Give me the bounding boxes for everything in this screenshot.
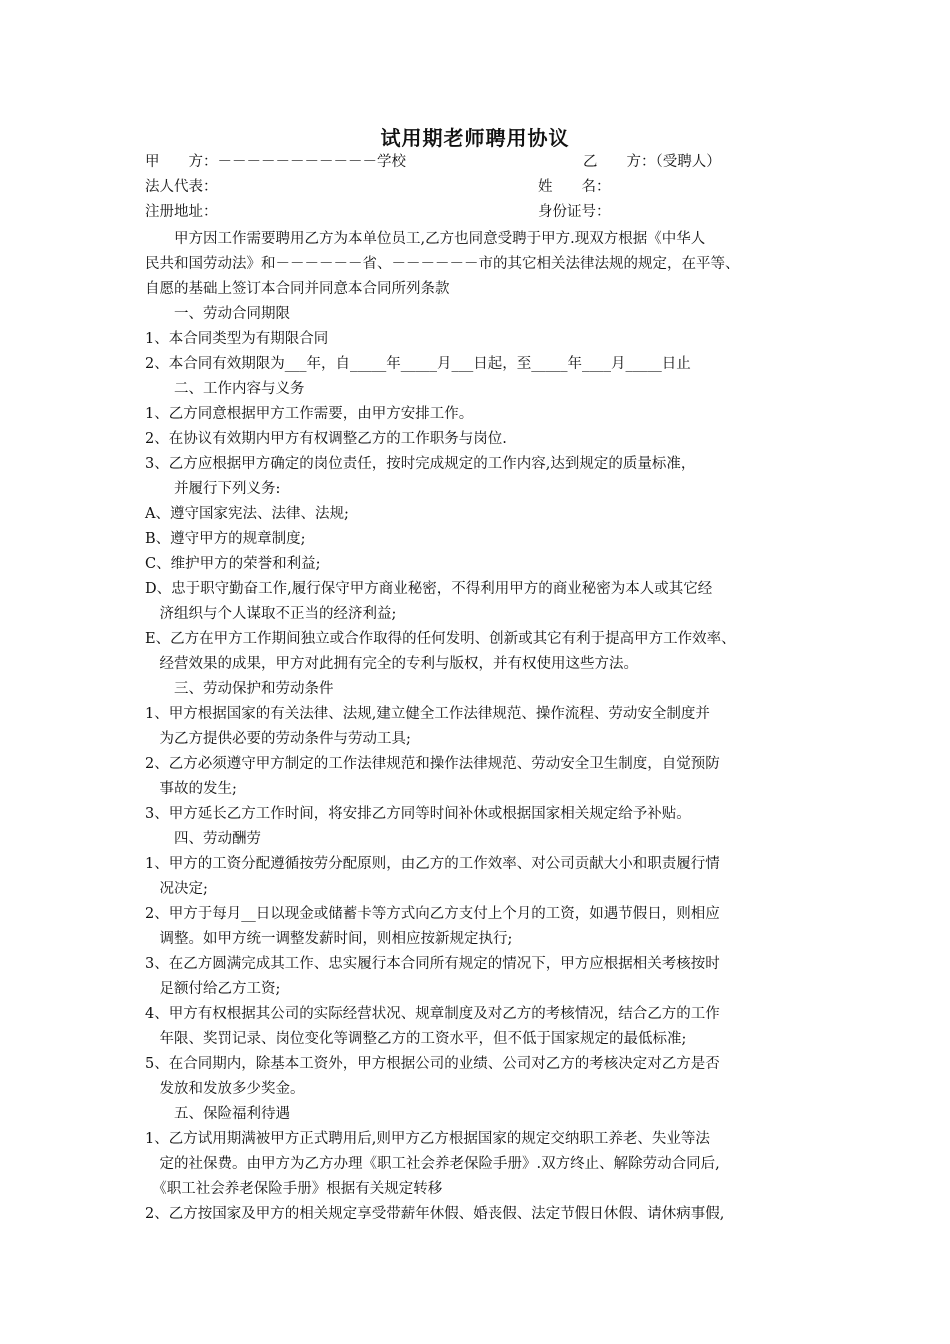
- body-line: 5、在合同期内，除基本工资外，甲方根据公司的业绩、公司对乙方的考核决定对乙方是否: [145, 1056, 720, 1072]
- body-line: 民共和国劳动法》和－－－－－－省、－－－－－－市的其它相关法律法规的规定，在平等、: [145, 256, 740, 272]
- body-line: 4、甲方有权根据其公司的实际经营状况、规章制度及对乙方的考核情况，结合乙方的工作: [145, 1006, 720, 1022]
- body-line: 四、劳动酬劳: [145, 831, 261, 847]
- body-line: 2、甲方于每月__日以现金或储蓄卡等方式向乙方支付上个月的工资，如遇节假日，则相应: [145, 906, 720, 922]
- body-line: 1、乙方试用期满被甲方正式聘用后,则甲方乙方根据国家的规定交纳职工养老、失业等法: [145, 1131, 710, 1147]
- body-line: E、乙方在甲方工作期间独立或合作取得的任何发明、创新或其它有利于提高甲方工作效率、: [145, 631, 736, 647]
- body-line: 1、乙方同意根据甲方工作需要，由甲方安排工作。: [145, 406, 474, 422]
- document-title: 试用期老师聘用协议: [380, 126, 570, 150]
- body-line: 一、劳动合同期限: [145, 306, 290, 322]
- body-line: 济组织与个人谋取不正当的经济利益;: [145, 606, 397, 622]
- body-line: 1、本合同类型为有期限合同: [145, 331, 329, 347]
- body-line: 况决定;: [145, 881, 208, 897]
- party-b-name: 姓 名：: [538, 179, 611, 195]
- body-line: 定的社保费。由甲方为乙方办理《职工社会养老保险手册》.双方终止、解除劳动合同后,: [145, 1156, 720, 1172]
- body-line: 为乙方提供必要的劳动条件与劳动工具;: [145, 731, 411, 747]
- party-a-address: 注册地址：: [145, 204, 218, 220]
- body-line: 调整。如甲方统一调整发薪时间，则相应按新规定执行;: [145, 931, 513, 947]
- body-line: 发放和发放多少奖金。: [145, 1081, 305, 1097]
- body-line: 甲方因工作需要聘用乙方为本单位员工,乙方也同意受聘于甲方.现双方根据《中华人: [145, 231, 706, 247]
- body-line: 2、乙方按国家及甲方的相关规定享受带薪年休假、婚丧假、法定节假日休假、请休病事假,: [145, 1206, 725, 1222]
- body-line: 自愿的基础上签订本合同并同意本合同所列条款: [145, 281, 450, 297]
- body-line: 1、甲方根据国家的有关法律、法规,建立健全工作法律规范、操作流程、劳动安全制度并: [145, 706, 710, 722]
- body-line: A、遵守国家宪法、法律、法规;: [145, 506, 349, 522]
- party-b-id-number: 身份证号：: [538, 204, 611, 220]
- body-line: 1、甲方的工资分配遵循按劳分配原则，由乙方的工作效率、对公司贡献大小和职责履行情: [145, 856, 720, 872]
- party-b-role: 乙 方：（受聘人）: [583, 154, 721, 170]
- body-line: 2、乙方必须遵守甲方制定的工作法律规范和操作法律规范、劳动安全卫生制度，自觉预防: [145, 756, 720, 772]
- body-line: 并履行下列义务:: [145, 481, 281, 497]
- body-line: 《职工社会养老保险手册》根据有关规定转移: [145, 1181, 443, 1197]
- body-line: 3、甲方延长乙方工作时间，将安排乙方同等时间补休或根据国家相关规定给予补贴。: [145, 806, 691, 822]
- body-line: 三、劳动保护和劳动条件: [145, 681, 334, 697]
- party-a-legal-rep: 法人代表：: [145, 179, 218, 195]
- body-line: 五、保险福利待遇: [145, 1106, 290, 1122]
- body-line: B、遵守甲方的规章制度;: [145, 531, 306, 547]
- body-line: 3、在乙方圆满完成其工作、忠实履行本合同所有规定的情况下，甲方应根据相关考核按时: [145, 956, 720, 972]
- body-line: 2、本合同有效期限为___年，自_____年_____月___日起，至_____年____月_____日止: [145, 356, 691, 372]
- body-line: 2、在协议有效期内甲方有权调整乙方的工作职务与岗位.: [145, 431, 507, 447]
- body-line: 3、乙方应根据甲方确定的岗位责任，按时完成规定的工作内容,达到规定的质量标准，: [145, 456, 696, 472]
- body-line: 足额付给乙方工资;: [145, 981, 281, 997]
- body-line: 经营效果的成果，甲方对此拥有完全的专利与版权，并有权使用这些方法。: [145, 656, 638, 672]
- body-line: 二、工作内容与义务: [145, 381, 305, 397]
- body-line: 事故的发生;: [145, 781, 237, 797]
- body-line: C、维护甲方的荣誉和利益;: [145, 556, 321, 572]
- body-line: D、忠于职守勤奋工作,履行保守甲方商业秘密，不得利用甲方的商业秘密为本人或其它经: [145, 581, 713, 597]
- party-a-name: 甲 方：－－－－－－－－－－－学校: [145, 154, 406, 170]
- body-line: 年限、奖罚记录、岗位变化等调整乙方的工资水平，但不低于国家规定的最低标准;: [145, 1031, 687, 1047]
